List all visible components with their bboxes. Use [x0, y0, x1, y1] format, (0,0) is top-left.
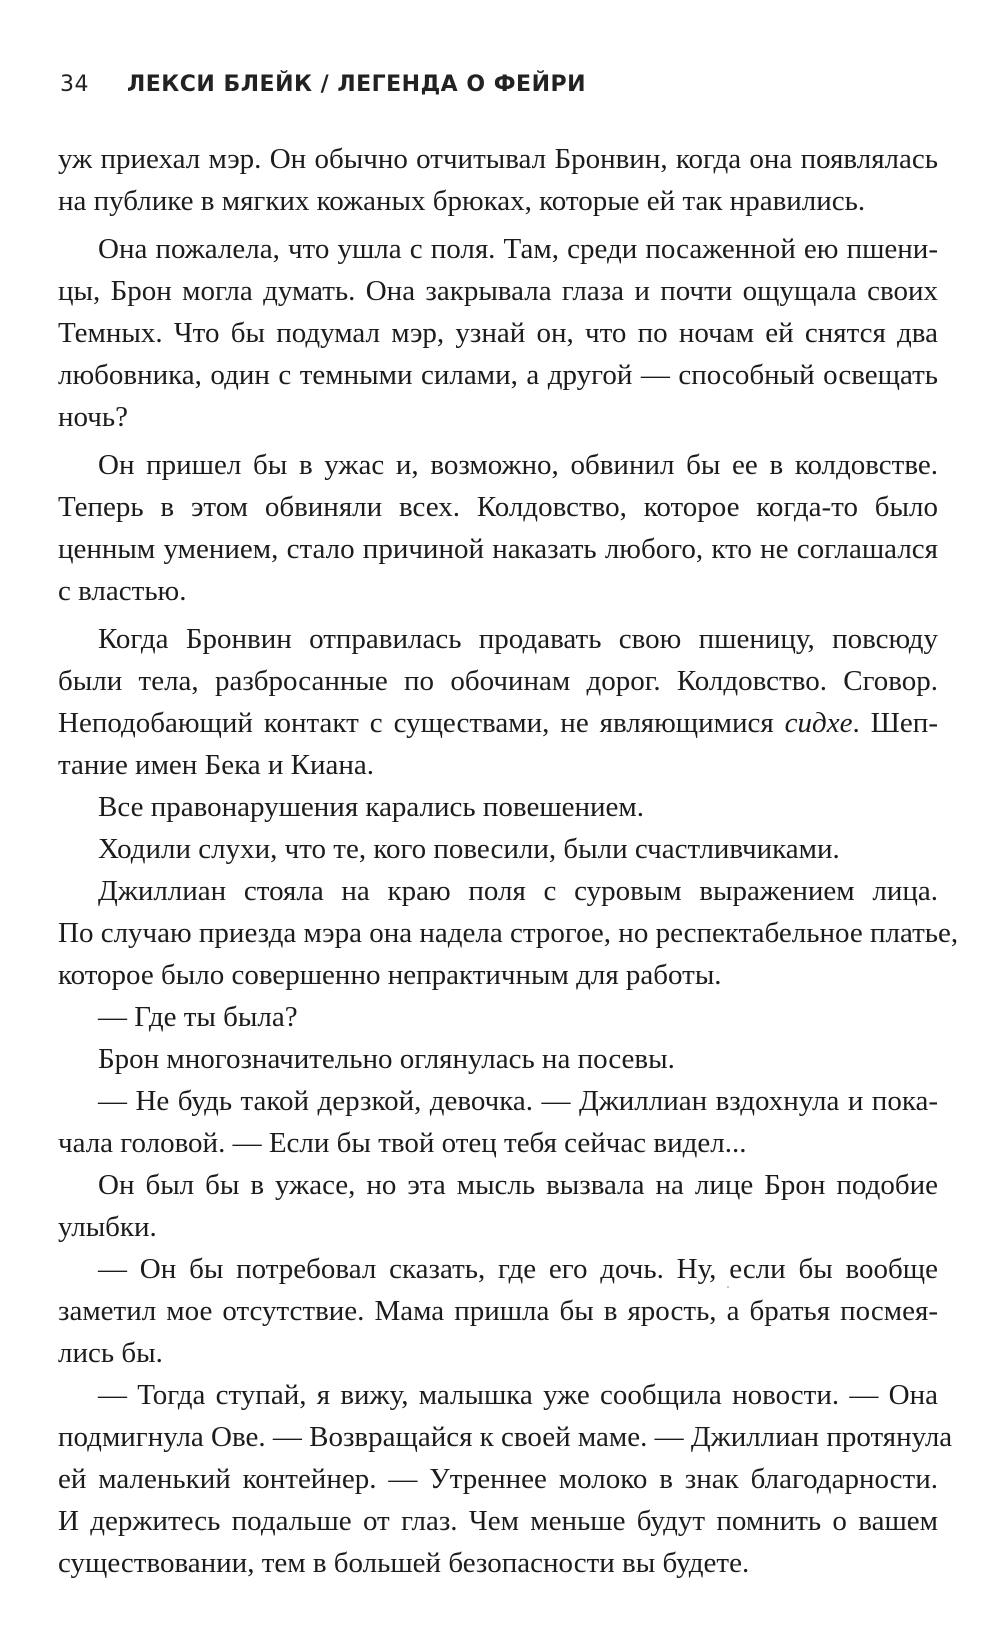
text-line: Он пришел бы в ужас и, возможно, обвинил бы ее в колдовстве.	[98, 449, 938, 481]
text-line: любовника, один с темными силами, а другой — способный освещать	[58, 359, 938, 391]
text-line: улыбки.	[58, 1211, 157, 1243]
text-line: ценным умением, стало причиной наказать любого, кто не соглашался	[58, 533, 938, 565]
paper-speck	[727, 1286, 729, 1288]
body-text	[58, 138, 959, 1584]
text-line: уж приехал мэр. Он обычно отчитывал Бронвин, когда она появлялась	[58, 143, 938, 175]
text-line: чала головой. — Если бы твой отец тебя сейчас видел...	[58, 1127, 747, 1159]
page-number: 34	[60, 72, 89, 97]
running-head	[60, 72, 586, 116]
text-line: с властью.	[58, 575, 187, 607]
text-line: Он был бы в ужасе, но эта мысль вызвала на лице Брон подобие	[98, 1169, 938, 1201]
text-line: на публике в мягких кожаных брюках, которые ей так нравились.	[58, 185, 866, 217]
text-line: ночь?	[58, 401, 128, 433]
text-line: И держитесь подальше от глаз. Чем меньше будут помнить о вашем	[58, 1505, 938, 1537]
running-title: ЛЕКСИ БЛЕЙК / ЛЕГЕНДА О ФЕЙРИ	[127, 72, 587, 97]
text-line: тание имен Бека и Киана.	[58, 749, 375, 781]
text-line: — Где ты была?	[98, 1001, 298, 1033]
text-line: лись бы.	[58, 1337, 163, 1369]
text-line: Джиллиан стояла на краю поля с суровым выражением лица.	[98, 875, 938, 907]
text-line: — Он бы потребовал сказать, где его дочь. Ну, если бы вообще	[98, 1253, 938, 1285]
text-line: Ходили слухи, что те, кого повесили, были счастливчиками.	[98, 833, 840, 865]
text-line: — Тогда ступай, я вижу, малышка уже сообщила новости. — Она	[98, 1379, 938, 1411]
text-segment: . Шеп-	[852, 707, 938, 739]
text-line: которое было совершенно непрактичным для работы.	[58, 959, 722, 991]
text-line: Когда Бронвин отправилась продавать свою пшеницу, повсюду	[98, 623, 938, 655]
text-line: Темных. Что бы подумал мэр, узнай он, что по ночам ей снятся два	[58, 317, 938, 349]
text-line: ей маленький контейнер. — Утреннее молоко в знак благодарности.	[58, 1463, 938, 1495]
text-line: Теперь в этом обвиняли всех. Колдовство, которое когда-то было	[58, 491, 938, 523]
text-line: Все правонарушения карались повешением.	[98, 791, 645, 823]
text-line: были тела, разбросанные по обочинам дорог. Колдовство. Сговор.	[58, 665, 938, 697]
text-line: цы, Брон могла думать. Она закрывала глаза и почти ощущала своих	[58, 275, 938, 307]
text-line: По случаю приезда мэра она надела строгое, но респектабельное платье,	[58, 917, 959, 949]
text-line: существовании, тем в большей безопасности вы будете.	[58, 1547, 750, 1579]
text-line: Брон многозначительно оглянулась на посевы.	[98, 1043, 675, 1075]
text-line: подмигнула Ове. — Возвращайся к своей маме. — Джиллиан протянула	[58, 1421, 953, 1453]
text-line: заметил мое отсутствие. Мама пришла бы в ярость, а братья посмея-	[58, 1295, 938, 1327]
text-segment: Неподобающий контакт с существами, не являющимися	[58, 707, 785, 739]
italic-word: сидхе	[784, 707, 853, 739]
text-line	[58, 702, 938, 744]
text-line: Она пожалела, что ушла с поля. Там, среди посаженной ею пшени-	[98, 233, 938, 265]
text-line: — Не будь такой дерзкой, девочка. — Джиллиан вздохнула и пока-	[98, 1085, 938, 1117]
